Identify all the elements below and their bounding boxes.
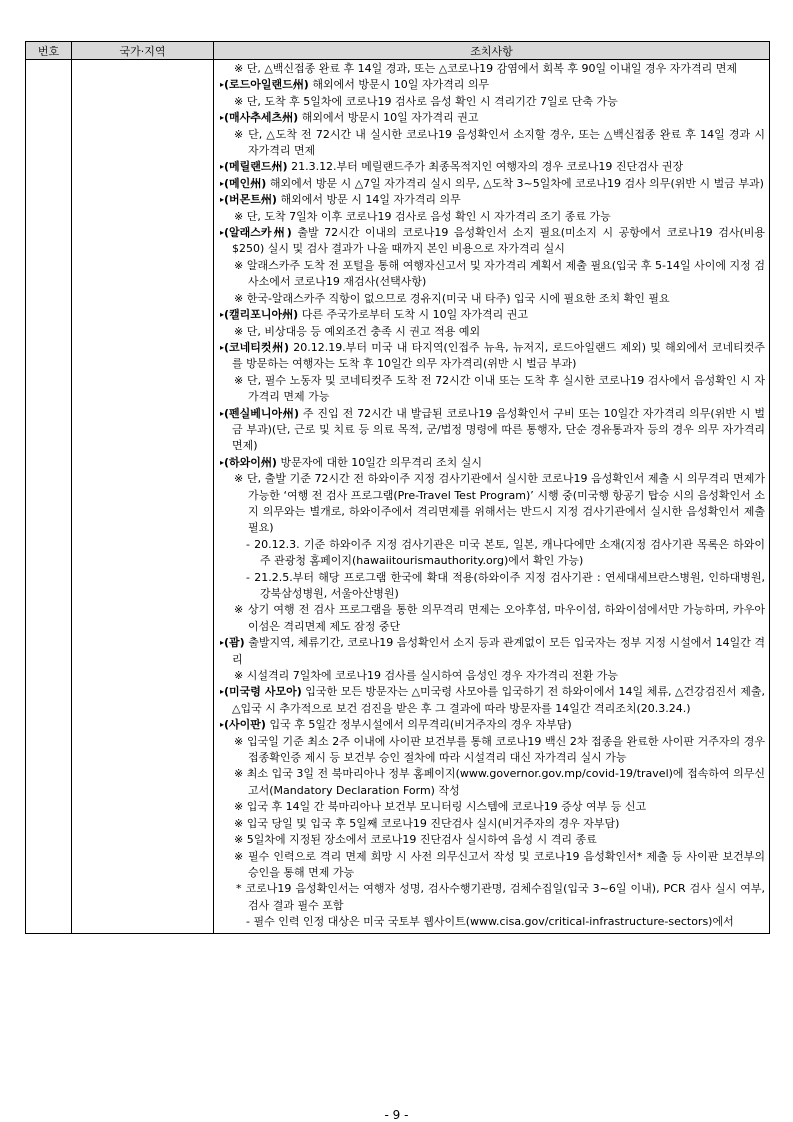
note-item: ※ 단, 필수 노동자 및 코네티컷주 도착 전 72시간 이내 또는 도착 후 실시한 코로나19 검사에서 음성확인 시 자가격리 면제 가능 [234,373,765,404]
state-measure-text: 해외에서 방문 시 14일 자가격리 의무 [276,193,461,207]
bullet-triangle-icon: ▸ [220,195,225,205]
note-item: ※ 입국 당일 및 입국 후 5일째 코로나19 진단검사 실시(비거주자의 경우 자부담) [234,816,620,830]
bullet-triangle-icon: ▸ [220,178,225,188]
footnote-item: * 코로나19 음성확인서는 여행자 성명, 검사수행기관명, 검체수집일(입국 3~6일 이내), PCR 검사 실시 여부, 검사 결과 필수 포함 [236,882,765,912]
note-item: ※ 단, 도착 후 5일차에 코로나19 검사로 음성 확인 시 격리기간 7일로 단축 가능 [234,94,618,108]
state-name: (괌) [224,636,245,650]
state-entry [220,406,765,455]
state-name: (버몬트州) [224,193,277,207]
state-entry [220,77,765,93]
bullet-triangle-icon: ▸ [220,162,225,172]
state-measure-text: 출발지역, 체류기간, 코로나19 음성확인서 소지 등과 관계없이 모든 입국자는 정부 지정 시설에서 14일간 격리 [232,636,765,666]
header-measures: 조치사항 [214,42,770,60]
table-row [26,60,770,934]
note-item: ※ 한국-알래스카주 직항이 없으므로 경유지(미국 내 타주) 입국 시에 필요한 조치 확인 필요 [234,291,670,305]
note-item: ※ 입국 후 14일 간 북마리아나 보건부 모니터링 시스템에 코로나19 증상 여부 등 신고 [234,800,647,814]
bullet-triangle-icon: ▸ [220,80,225,90]
bullet-triangle-icon: ▸ [220,310,225,320]
note-item: ※ 필수 인력으로 격리 면제 희망 시 사전 의무신고서 작성 및 코로나19 음성확인서* 제출 등 사이판 보건부의 승인을 통해 면제 가능 [234,849,765,879]
state-measure-text: 21.3.12.부터 메릴랜드주가 최종목적지인 여행자의 경우 코로나19 진단검사 권장 [287,160,684,174]
state-measure-text: 출발 72시간 이내의 코로나19 음성확인서 소지 필요(미소지 시 공항에서 코로나19 검사(비용 $250) 실시 및 검사 결과가 나올 때까지 본인 비용으로 자가격리 실시 [232,226,765,256]
note-item: ※ 단, 출발 기준 72시간 전 하와이주 지정 검사기관에서 실시한 코로나19 음성확인서 제출 시 의무격리 면제가 가능한 ‘여행 전 검사 프로그램(Pre-Travel Test Program)’ 시행 중(미국행 항공기 탑승 시의 음성확인서 소지 의무와는 별개로, 하와이주에서 격리면제를 위해서는 반드시 지정 검사기관에서 실시한 음성확인서 제출 필요) [234,472,765,535]
state-measure-text: 해외에서 방문시 10일 자가격리 권고 [298,111,479,125]
state-measure-text: 다른 주국가로부터 도착 시 10일 자가격리 권고 [298,308,528,322]
bullet-triangle-icon: ▸ [220,113,225,123]
state-name: (펜실베니아州) [224,406,299,420]
state-measure-text: 주 진입 전 72시간 내 발급된 코로나19 음성확인서 구비 또는 10일간 자가격리 의무(위반 시 벌금 부과)(단, 근로 및 치료 등 의료 목적, 군/법정 명령에 따른 통행자, 단순 경유통과자 등의 경우 의무 자가격리 면제) [232,406,765,453]
bullet-triangle-icon: ▸ [220,457,225,467]
note-item: ※ 단, △도착 전 72시간 내 실시한 코로나19 음성확인서 소지할 경우, 또는 △백신접종 완료 후 14일 경과 시 자가격리 면제 [234,127,765,158]
cell-country [72,60,214,934]
page-number: - 9 - [384,1108,409,1122]
measures-content [214,60,769,933]
bullet-triangle-icon: ▸ [220,720,225,730]
state-name: (코네티컷州) [224,340,290,354]
state-name: (하와이州) [224,455,277,469]
bullet-triangle-icon: ▸ [220,228,225,238]
state-measure-text: 입국 후 5일간 정부시설에서 의무격리(비거주자의 경우 자부담) [265,718,572,732]
dash-item: - 21.2.5.부터 해당 프로그램 한국에 확대 적용(하와이주 지정 검사기관 : 연세대세브란스병원, 인하대병원, 강북삼성병원, 서울아산병원) [246,570,765,600]
state-entry [220,684,765,717]
note-item: ※ 단, 비상대응 등 예외조건 충족 시 권고 적용 예외 [234,324,481,338]
note-item: ※ 입국일 기준 최소 2주 이내에 사이판 보건부를 통해 코로나19 백신 2차 접종을 완료한 사이판 거주자의 경우 접종확인증 제시 등 보건부 승인 절차에 따라 시설격리 대신 자가격리 실시 가능 [234,734,765,765]
bullet-triangle-icon: ▸ [220,408,225,418]
state-name: (메인州) [224,176,267,190]
note-item: ※ 상기 여행 전 검사 프로그램을 통한 의무격리 면제는 오아후섬, 마우이섬, 하와이섬에서만 가능하며, 카우아이섬은 격리면제 제도 잠정 중단 [234,603,765,633]
measures-table [25,41,770,934]
state-entry [220,455,765,471]
state-measure-text: 방문자에 대한 10일간 의무격리 조치 실시 [276,455,482,469]
state-name: (캘리포니아州) [224,308,299,322]
state-entry [220,159,765,175]
state-entry [220,307,765,323]
state-name: (로드아일랜드州) [224,78,309,92]
state-measure-text: 해외에서 방문 시 △7일 자가격리 실시 의무, △도착 3~5일차에 코로나19 검사 의무(위반 시 벌금 부과) [266,176,764,190]
state-entry [220,110,765,126]
table-header-row [26,42,770,60]
state-name: (매사추세츠州) [224,111,299,125]
state-name: (메릴랜드州) [224,160,288,174]
state-name: (미국령 사모아) [224,685,302,699]
header-number: 번호 [26,42,72,60]
note-item: ※ 단, △백신접종 완료 후 14일 경과, 또는 △코로나19 감염에서 회복 후 90일 이내일 경우 자가격리 면제 [234,62,737,75]
bullet-triangle-icon: ▸ [220,687,225,697]
state-entry [220,717,765,733]
dash-item: - 20.12.3. 기준 하와이주 지정 검사기관은 미국 본토, 일본, 캐나다에만 소재(지정 검사기관 목록은 하와이주 관광청 홈페이지(hawaiitourismauthority.org)에서 확인 가능) [246,537,765,568]
header-country: 국가·지역 [72,42,214,60]
state-name: (사이판) [224,718,266,732]
state-measure-text: 입국한 모든 방문자는 △미국령 사모아를 입국하기 전 하와이에서 14일 체류, △건강검진서 제출, △입국 시 추가적으로 보건 검진을 받은 후 그 결과에 따라 방문자를 14일간 격리조치(20.3.24.) [232,685,765,715]
cell-number [26,60,72,934]
note-item: ※ 최소 입국 3일 전 북마리아나 정부 홈페이지(www.governor.gov.mp/covid-19/travel)에 접속하여 의무신고서(Mandatory Declaration Form) 작성 [234,767,765,797]
bullet-triangle-icon: ▸ [220,638,225,648]
state-entry [220,225,765,258]
note-item: ※ 5일차에 지정된 장소에서 코로나19 진단검사 실시하여 음성 시 격리 종료 [234,833,597,847]
cell-measures [214,60,770,934]
state-measure-text: 해외에서 방문시 10일 자가격리 의무 [308,78,490,92]
state-entry [220,176,765,192]
note-item: ※ 알래스카주 도착 전 포털을 통해 여행자신고서 및 자가격리 계획서 제출 필요(입국 후 5-14일 사이에 지정 검사소에서 코로나19 재검사(선택사항) [234,258,765,289]
state-measure-text: 20.12.19.부터 미국 내 타지역(인접주 뉴욕, 뉴저지, 로드아일랜드 제외) 및 해외에서 코네티컷주를 방문하는 여행자는 도착 후 10일간 의무 자가격리(위반 시 벌금 부과) [232,340,765,371]
bullet-triangle-icon: ▸ [220,342,225,352]
document-page [25,41,770,934]
note-item: ※ 시설격리 7일차에 코로나19 검사를 실시하여 음성인 경우 자가격리 전환 가능 [234,669,618,683]
dash-item: - 필수 인력 인정 대상은 미국 국토부 웹사이트(www.cisa.gov/critical-infrastructure-sectors)에서 [246,915,734,929]
state-name: (알래스카州) [224,226,292,240]
note-item: ※ 단, 도착 7일차 이후 코로나19 검사로 음성 확인 시 자가격리 조기 종료 가능 [234,209,611,223]
state-entry [220,340,765,373]
state-entry [220,192,765,208]
state-entry [220,635,765,668]
